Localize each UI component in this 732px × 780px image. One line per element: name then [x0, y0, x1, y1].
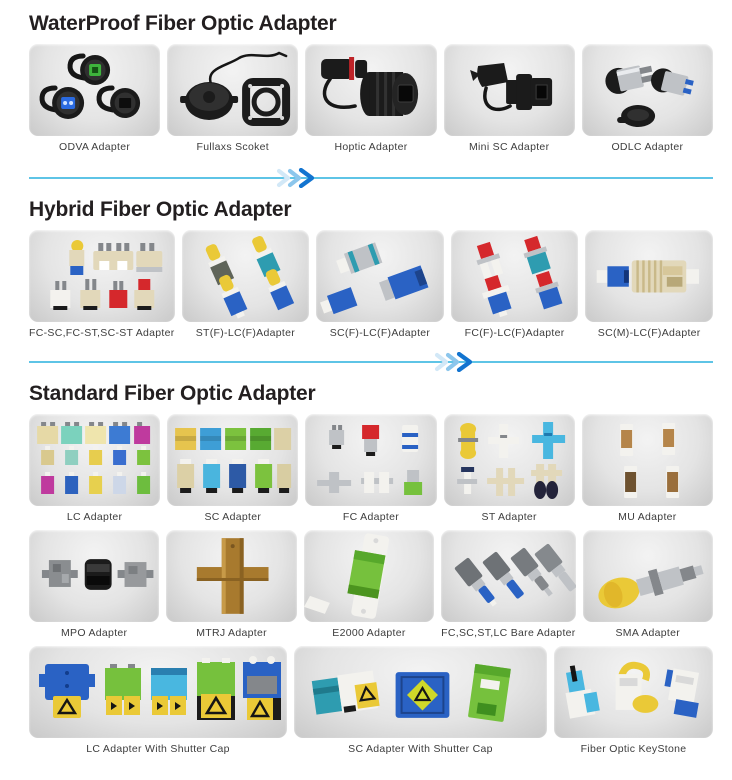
product-label: Mini SC Adapter: [469, 141, 550, 154]
product-image-sc-shutter: [294, 646, 547, 738]
product-label: FC-SC,FC-ST,SC-ST Adapter: [29, 327, 175, 340]
product-label: MU Adapter: [618, 511, 677, 524]
product-image-e2000: [304, 530, 434, 622]
product-card-st-lc: [182, 230, 310, 340]
product-image-fc: [305, 414, 436, 506]
standard-product-row-1: [29, 414, 713, 524]
product-label: SC(F)-LC(F)Adapter: [329, 327, 431, 340]
product-card-fc: [305, 414, 436, 524]
product-image-sc-m-lc: [585, 230, 713, 322]
product-label: FC,SC,ST,LC Bare Adapter: [441, 627, 576, 640]
product-card-mpo: [29, 530, 159, 640]
product-card-fullaxs: [167, 44, 298, 154]
product-image-hoptic: [305, 44, 436, 136]
product-label: MTRJ Adapter: [196, 627, 267, 640]
product-image-bare: [441, 530, 575, 622]
divider-line: [29, 361, 713, 363]
product-label: ODLC Adapter: [611, 141, 684, 154]
product-label: FC Adapter: [342, 511, 400, 524]
section-title-standard: Standard Fiber Optic Adapter: [29, 382, 316, 406]
product-image-sma: [583, 530, 713, 622]
product-label: FC(F)-LC(F)Adapter: [464, 327, 565, 340]
section-hybrid: [29, 198, 713, 340]
product-image-sc-lc: [316, 230, 444, 322]
product-label: SMA Adapter: [615, 627, 681, 640]
product-image-odlc: [582, 44, 713, 136]
standard-product-row-3: [29, 646, 713, 756]
product-card-e2000: [304, 530, 434, 640]
product-card-mu: [582, 414, 713, 524]
product-card-sc-shutter: [294, 646, 547, 756]
product-label: MPO Adapter: [61, 627, 128, 640]
product-image-lc-shutter: [29, 646, 287, 738]
chevron-arrows-icon: [275, 168, 319, 188]
product-card-mtrj: [166, 530, 296, 640]
product-label: Fullaxs Scoket: [196, 141, 270, 154]
product-image-mpo: [29, 530, 159, 622]
product-label: Hoptic Adapter: [334, 141, 408, 154]
product-image-odva: [29, 44, 160, 136]
product-card-st: [444, 414, 575, 524]
section-title-hybrid: Hybrid Fiber Optic Adapter: [29, 198, 292, 222]
product-label: LC Adapter With Shutter Cap: [86, 743, 230, 756]
product-image-mtrj: [166, 530, 296, 622]
product-label: SC Adapter With Shutter Cap: [348, 743, 493, 756]
section-standard: [29, 382, 713, 756]
divider-line: [29, 177, 713, 179]
product-label: SC Adapter: [204, 511, 262, 524]
product-image-st-lc: [182, 230, 310, 322]
product-image-fc-lc: [451, 230, 579, 322]
product-image-st: [444, 414, 575, 506]
product-label: LC Adapter: [66, 511, 123, 524]
product-card-odlc: [582, 44, 713, 154]
waterproof-product-row: [29, 44, 713, 154]
product-label: ST Adapter: [481, 511, 537, 524]
product-image-fc-sc-st: [29, 230, 175, 322]
section-divider: [29, 168, 713, 188]
product-label: SC(M)-LC(F)Adapter: [597, 327, 701, 340]
product-card-lc-shutter: [29, 646, 287, 756]
section-divider: [29, 352, 713, 372]
product-card-sc-m-lc: [585, 230, 713, 340]
product-image-lc: [29, 414, 160, 506]
product-card-lc: [29, 414, 160, 524]
product-card-sc-lc: [316, 230, 444, 340]
product-card-sma: [583, 530, 713, 640]
product-label: ST(F)-LC(F)Adapter: [195, 327, 296, 340]
product-image-sc: [167, 414, 298, 506]
product-card-odva: [29, 44, 160, 154]
product-label: Fiber Optic KeyStone: [580, 743, 687, 756]
product-image-fullaxs: [167, 44, 298, 136]
chevron-arrows-icon: [433, 352, 477, 372]
product-image-mini-sc: [444, 44, 575, 136]
product-card-sc: [167, 414, 298, 524]
product-label: ODVA Adapter: [59, 141, 131, 154]
section-waterproof: [29, 12, 713, 154]
section-title-waterproof: WaterProof Fiber Optic Adapter: [29, 12, 337, 35]
product-card-fc-sc-st: [29, 230, 175, 340]
product-image-keystone: [554, 646, 713, 738]
product-card-mini-sc: [444, 44, 575, 154]
product-label: E2000 Adapter: [332, 627, 406, 640]
product-image-mu: [582, 414, 713, 506]
product-card-keystone: [554, 646, 713, 756]
hybrid-product-row: [29, 230, 713, 340]
product-card-hoptic: [305, 44, 436, 154]
product-card-fc-lc: [451, 230, 579, 340]
standard-product-row-2: [29, 530, 713, 640]
product-card-bare: [441, 530, 575, 640]
